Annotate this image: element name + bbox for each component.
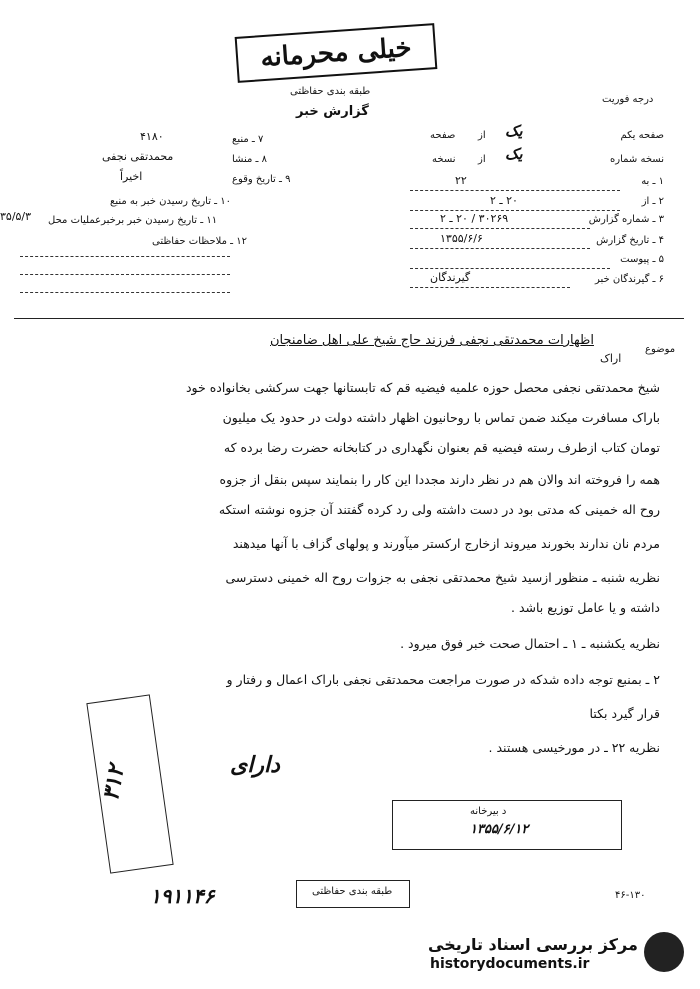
body-line: نظریه ۲۲ ـ در مورخیسی هستند . [488,740,660,755]
field-recipients: ۶ ـ گیرندگان خبر [594,274,664,285]
field-occurrence-date: ۹ ـ تاریخ وقوع [232,174,291,185]
dash-line [410,228,590,229]
field-copy-of: از [478,154,486,165]
field-page: صفحه یکم [620,130,664,141]
bottom-number: ۱۹۱۱۴۶ [150,884,215,908]
form-number: ۴۶-۱۳۰ [615,890,646,901]
field-copy: نسخه شماره [610,154,664,165]
field-recipients-value: گیرندگان [430,271,471,284]
field-arrival-ops: ۱۱ ـ تاریخ رسیدن خبر برخبرعملیات محل [48,215,218,226]
dash-line [20,256,230,257]
dash-line [410,210,620,211]
classification-label-top: طبقه بندی حفاظتی [290,86,371,97]
dash-line [20,274,230,275]
report-title: گزارش خبر [296,104,369,119]
body-line: داشته و یا عامل توزیع باشد . [511,600,660,615]
dash-line [410,268,610,269]
field-source: ۷ ـ منبع [232,134,264,145]
field-page-end: صفحه [430,130,456,141]
field-report-number: ۳ ـ شماره گزارش [588,214,664,225]
body-line: شیخ محمدتقی نجفی محصل حوزه علمیه فیضیه قم که تابستانها جهت سرکشی بخانواده خود [185,380,660,395]
field-origin: ۸ ـ منشا [232,154,268,165]
field-to-value: ۲۲ [455,174,467,187]
footer-classification: طبقه بندی حفاظتی [312,886,393,897]
body-line: تومان کتاب ازطرف رسته فیضیه قم بعنوان نگهداری در کتابخانه حضرت رضا برده که [223,440,660,455]
watermark-url: historydocuments.ir [430,956,590,972]
field-from-value: ۲۰ ـ ۲ [490,194,518,207]
header-divider [14,318,684,319]
signature: دارای [230,752,280,778]
registry-stamp-line2: ۱۳۵۵/۶/۱۲ [470,822,529,837]
body-line: ۲ ـ بمنبع توجه داده شدکه در صورت مراجعت محمدتقی نجفی باراک اعمال و رفتار و [226,672,660,687]
body-line: قرار گیرد بکتا [589,706,660,721]
dash-line [410,190,620,191]
margin-stamp-box [86,694,173,873]
field-report-date-value: ۱۳۵۵/۶/۶ [440,232,483,245]
field-attachment: ۵ ـ پیوست [620,254,664,265]
field-arrival-source: ۱۰ ـ تاریخ رسیدن خبر به منبع [110,196,232,207]
field-from: ۲ ـ از [641,196,664,207]
field-arrival-ops-value: ۳۵/۵/۳ [0,210,32,223]
body-line: مردم نان ندارند بخورند میروند ازخارج ارکستر میآورند و پولهای گزاف با آنها میدهند [232,536,660,551]
body-line: باراک مسافرت میکند ضمن تماس با روحانیون اظهار داشته دولت در حدود یک میلیون [222,410,660,425]
dash-line [20,292,230,293]
subject-line2: اراک [600,352,622,365]
top-secret-stamp: خیلی محرمانه [235,23,438,83]
field-copy-value: یک [505,145,523,163]
watermark-title: مرکز بررسی اسناد تاریخی [428,935,638,954]
field-origin-value: محمدتقی نجفی [102,150,174,163]
registry-stamp-line1: د بیرخانه [470,806,507,817]
margin-handwriting: ۳۱۲ [97,763,130,803]
field-to: ۱ ـ به [641,176,664,187]
priority-label: درجه فوریت [602,94,654,105]
field-page-of: از [478,130,486,141]
archive-logo-icon [644,932,684,972]
field-report-number-value: ۳۰۲۶۹ / ۲۰ ـ ۲ [440,212,509,225]
body-line: روح اله خمینی که مدتی بود در دست داشته ولی رد کرده گفتند آن جزوه نوشته استکه [218,502,660,517]
field-security-notes: ۱۲ ـ ملاحظات حفاظتی [152,236,247,247]
subject-text: اظهارات محمدتقی نجفی فرزند حاج شیخ علی اهل ضامنجان [270,333,594,348]
body-line: نظریه یکشنبه ـ ۱ ـ احتمال صحت خبر فوق میرود . [400,636,660,651]
body-line: همه را فروخته اند والان هم در نظر دارند مجددا این کار را بنمایند سپس بنقل از جزوه [219,472,660,487]
field-report-date: ۴ ـ تاریخ گزارش [596,235,664,246]
dash-line [410,287,570,288]
body-line: نظریه شنبه ـ منظور ازسید شیخ محمدتقی نجفی به جزوات روح اله خمینی دسترسی [225,570,660,585]
field-source-value: ۴۱۸۰ [140,130,164,143]
dash-line [410,248,590,249]
subject-label: موضوع [645,344,676,355]
field-occurrence-date-value: اخیراً [120,170,143,183]
field-page-value: یک [505,122,523,140]
field-copy-end: نسخه [432,154,456,165]
